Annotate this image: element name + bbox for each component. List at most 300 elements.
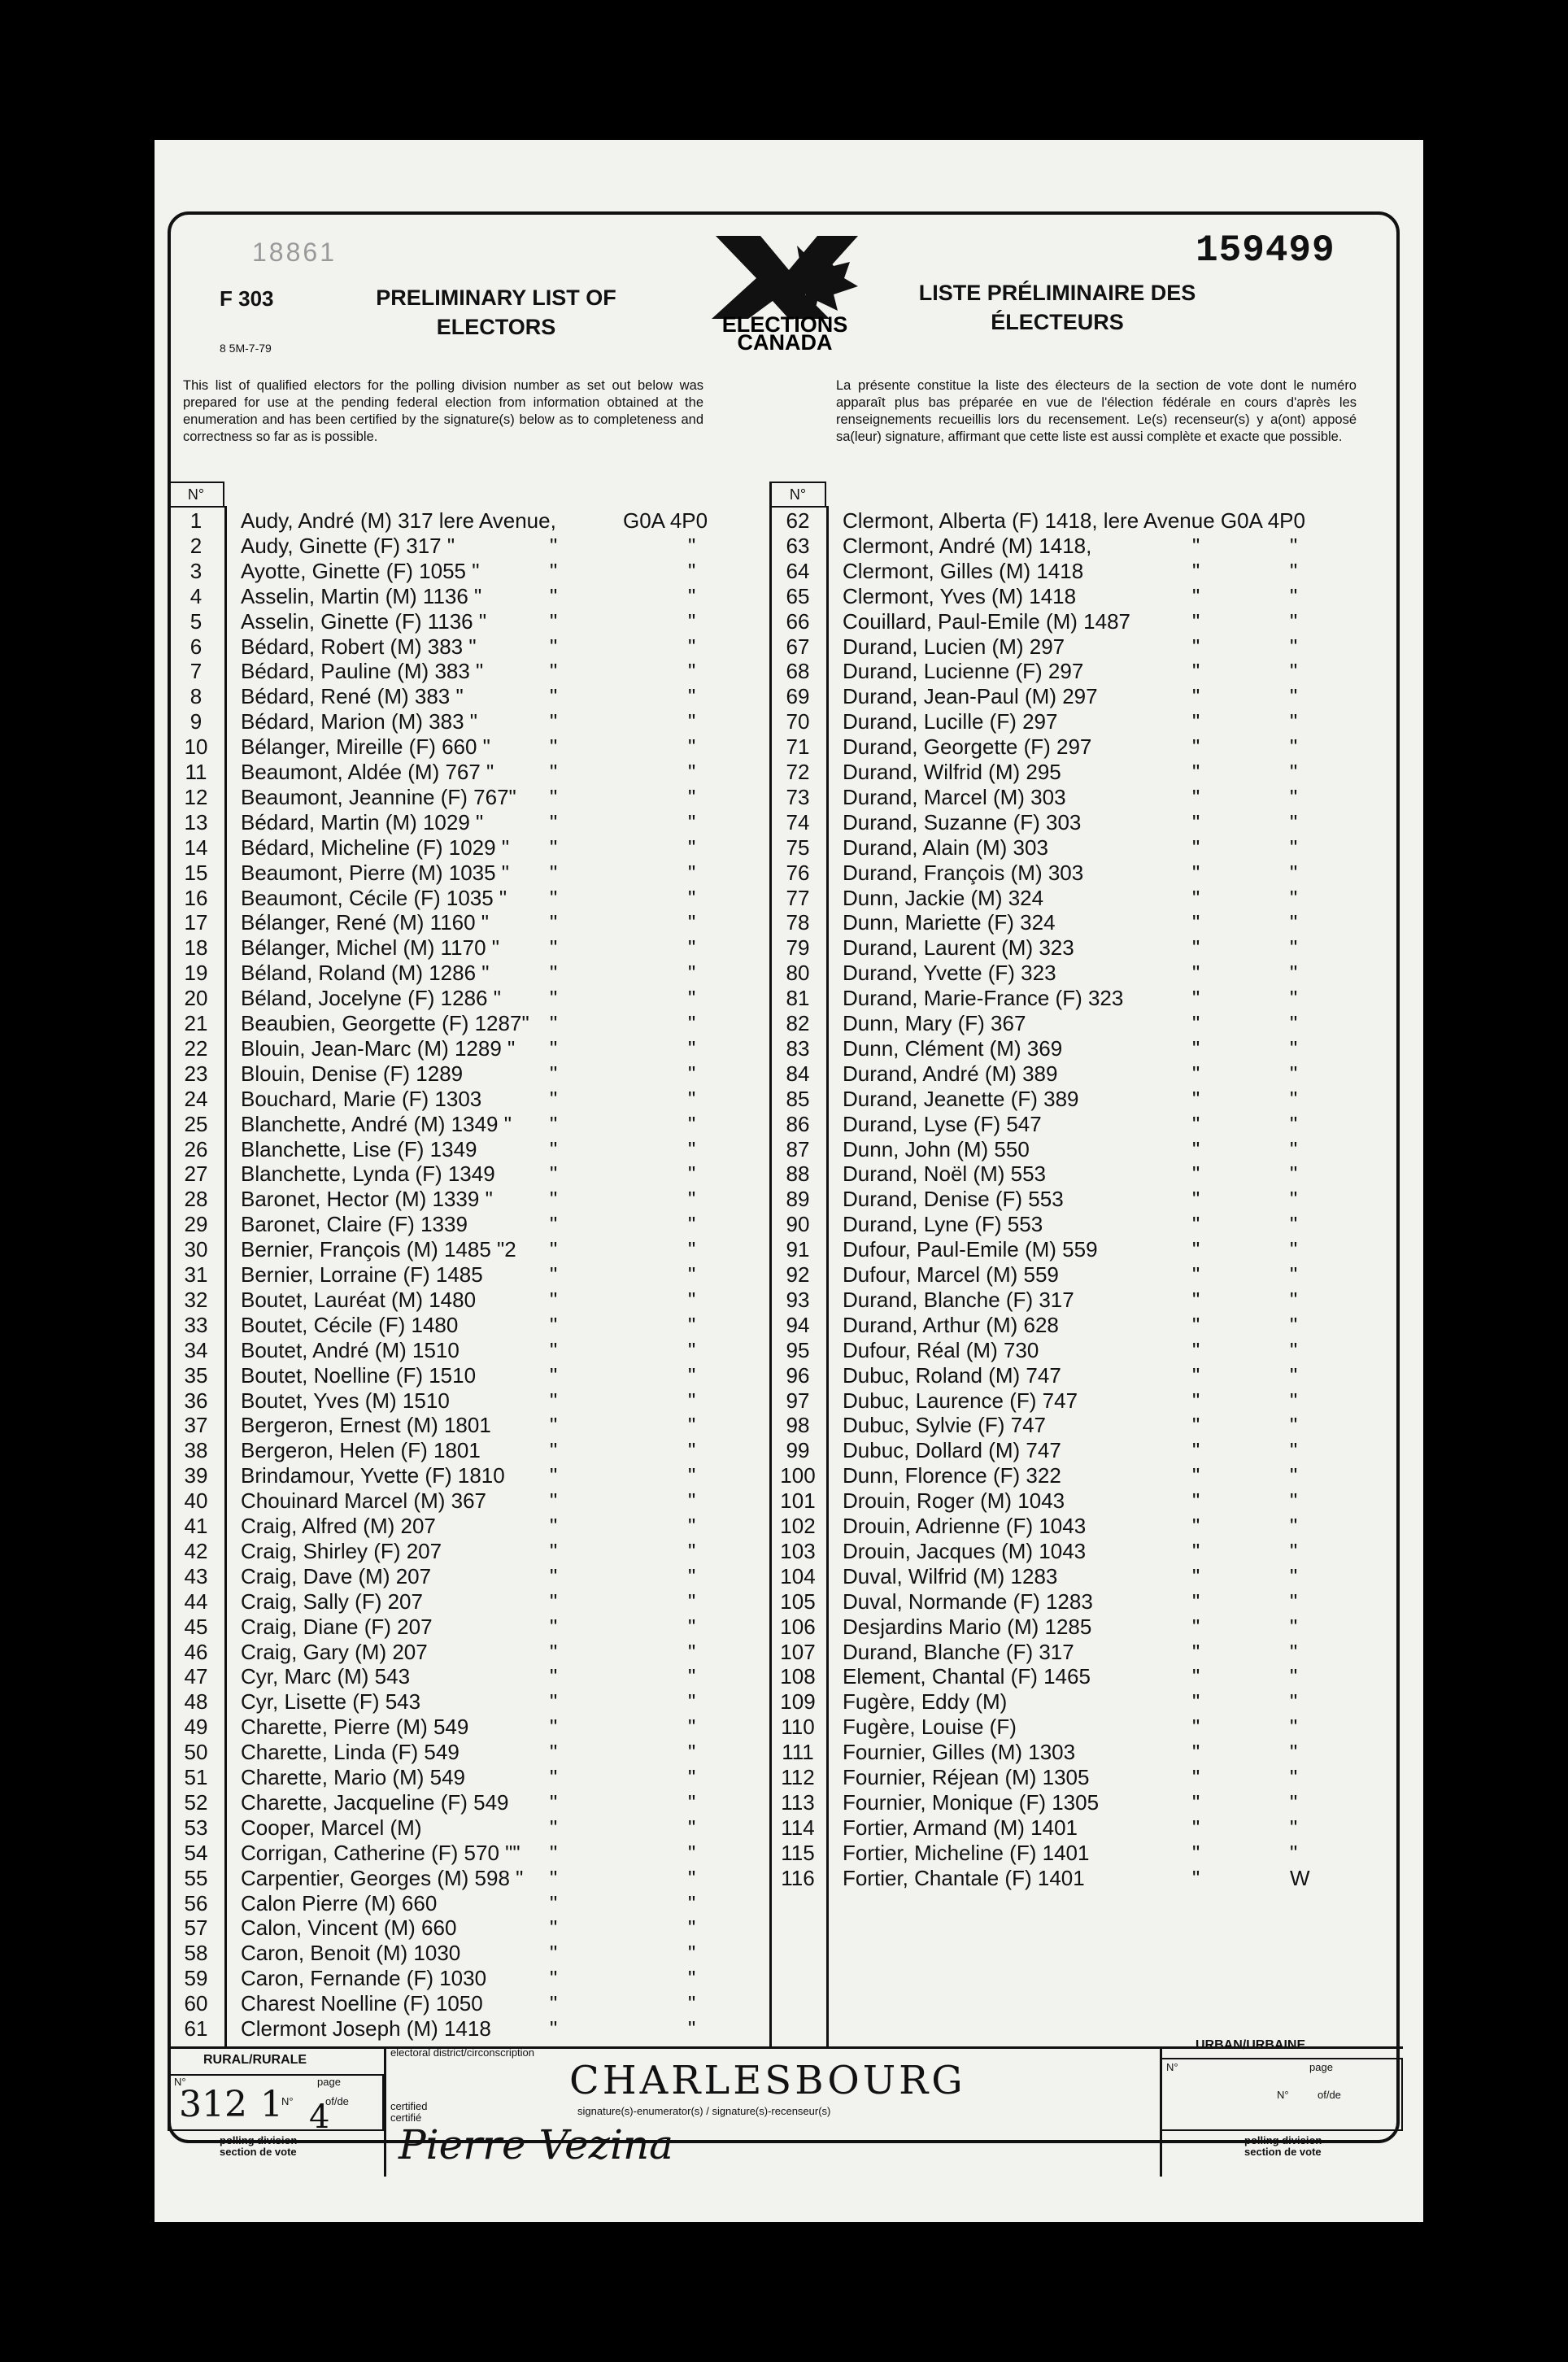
elector-entry: Durand, Wilfrid (M) 295 (843, 760, 1061, 784)
ditto-mark: " (688, 885, 696, 910)
ditto-mark: " (1290, 1588, 1298, 1614)
elector-entry: Fournier, Monique (F) 1305 (843, 1789, 1100, 1815)
ditto-mark: " (688, 1287, 696, 1312)
ditto-mark: " (1290, 1237, 1298, 1262)
elector-entry: Durand, Arthur (M) 628 (843, 1312, 1059, 1337)
elector-entry: Asselin, Ginette (F) 1136 " (241, 608, 487, 634)
elector-entry: Fortier, Armand (M) 1401 (843, 1815, 1078, 1840)
elector-entry: Calon, Vincent (M) 660 (241, 1915, 457, 1941)
ditto-mark: " (688, 935, 696, 961)
elector-entry: Dunn, John (M) 550 (843, 1136, 1030, 1161)
elector-number: 37 (184, 1413, 208, 1438)
ditto-mark: " (1290, 1438, 1298, 1463)
elector-entry: Bédard, Marion (M) 383 " (241, 709, 478, 734)
elector-entry: Boutet, Lauréat (M) 1480 (241, 1287, 477, 1312)
elector-number: 75 (786, 835, 810, 860)
elector-number: 39 (184, 1463, 208, 1488)
ditto-mark: " (550, 961, 558, 986)
ditto-mark: " (550, 1514, 558, 1538)
ditto-mark: " (688, 1639, 696, 1664)
elector-entry: Blouin, Denise (F) 1289 (241, 1061, 464, 1086)
elector-row (769, 1588, 1371, 1616)
elector-number: 59 (184, 1966, 208, 1991)
elector-row (769, 683, 1371, 711)
ditto-mark: " (550, 1966, 558, 1991)
elector-row (769, 1186, 1371, 1214)
elector-entry: Charette, Mario (M) 549 (241, 1765, 465, 1789)
elector-row (168, 1865, 769, 1893)
elector-entry: Clermont Joseph (M) 1418 (241, 2016, 491, 2041)
ditto-mark: " (550, 2016, 558, 2041)
elector-number: 56 (184, 1890, 208, 1915)
elector-row (168, 1287, 769, 1314)
ditto-mark: " (1290, 885, 1298, 910)
elector-number: 11 (185, 760, 207, 784)
ditto-mark: " (1192, 809, 1200, 835)
ditto-mark: " (688, 1111, 696, 1136)
elector-entry: Durand, Lucienne (F) 297 (843, 659, 1084, 684)
ditto-mark: " (688, 1413, 696, 1438)
elector-row (769, 860, 1371, 887)
ditto-mark: " (688, 1488, 696, 1514)
elector-number: 20 (184, 986, 208, 1011)
elector-row (168, 558, 769, 586)
ditto-mark: " (1290, 1689, 1298, 1715)
ditto-mark: " (688, 1086, 696, 1111)
ditto-mark: " (688, 1890, 696, 1915)
elector-row (168, 533, 769, 560)
elector-row (769, 1312, 1371, 1340)
elector-row (168, 935, 769, 962)
ditto-mark: " (688, 1588, 696, 1614)
ditto-mark: " (1290, 1463, 1298, 1488)
elector-number: 99 (786, 1438, 810, 1463)
elector-row (769, 508, 1371, 535)
elector-row (769, 1111, 1371, 1139)
ditto-mark: " (550, 608, 558, 634)
ditto-mark: " (550, 1740, 558, 1765)
elector-entry: Duval, Wilfrid (M) 1283 (843, 1563, 1058, 1588)
urban-of-label: of/de (1318, 2089, 1341, 2101)
ditto-mark: " (688, 1815, 696, 1840)
form-code: 8 5M-7-79 (220, 342, 272, 355)
ditto-mark: " (1192, 1865, 1200, 1890)
ditto-mark: " (1290, 1614, 1298, 1639)
elector-row (168, 508, 769, 535)
ditto-mark: " (1290, 1362, 1298, 1388)
ditto-mark: " (1192, 1588, 1200, 1614)
elector-number: 83 (786, 1035, 810, 1061)
ditto-mark: " (688, 1614, 696, 1639)
elector-number: 89 (786, 1187, 810, 1212)
elector-row (769, 1035, 1371, 1063)
ditto-mark: " (688, 1463, 696, 1488)
ditto-mark: " (550, 1689, 558, 1715)
ditto-mark: " (1192, 885, 1200, 910)
elector-row (769, 634, 1371, 661)
section-de-vote-label: section de vote (220, 2146, 297, 2158)
elector-row (769, 1462, 1371, 1490)
elector-entry: Béland, Roland (M) 1286 " (241, 961, 490, 986)
ditto-mark: " (550, 1061, 558, 1086)
elector-entry: Charette, Pierre (M) 549 (241, 1715, 469, 1740)
elector-entry: Beaumont, Cécile (F) 1035 " (241, 885, 507, 910)
elector-entry: Durand, Suzanne (F) 303 (843, 809, 1082, 835)
elector-entry: Craig, Sally (F) 207 (241, 1588, 423, 1614)
elector-row (769, 558, 1371, 586)
elector-number: 96 (786, 1362, 810, 1388)
ditto-mark: " (1192, 910, 1200, 935)
col-no-right: N° (769, 482, 826, 508)
ditto-mark: " (550, 1337, 558, 1362)
ditto-mark: " (688, 1514, 696, 1538)
elector-row (769, 1262, 1371, 1289)
elector-number: 87 (786, 1136, 810, 1161)
elector-entry: Beaumont, Jeannine (F) 767" (241, 784, 516, 809)
elector-entry: Clermont, Gilles (M) 1418 (843, 558, 1084, 583)
elector-number: 94 (786, 1312, 810, 1337)
ditto-mark: " (688, 860, 696, 885)
ditto-mark: " (1290, 1488, 1298, 1514)
ditto-mark: " (1290, 1011, 1298, 1035)
elector-entry: Fournier, Réjean (M) 1305 (843, 1765, 1090, 1789)
elector-number: 63 (786, 533, 810, 558)
elector-number: 22 (184, 1035, 208, 1061)
ditto-mark: " (550, 533, 558, 558)
elector-row (769, 1689, 1371, 1716)
elector-number: 102 (780, 1514, 816, 1538)
elector-entry: Durand, François (M) 303 (843, 860, 1084, 885)
elector-entry: Durand, André (M) 389 (843, 1061, 1058, 1086)
elector-number: 90 (786, 1212, 810, 1237)
elector-entry: Dunn, Mary (F) 367 (843, 1011, 1026, 1035)
ditto-mark: " (1290, 1136, 1298, 1161)
elector-row (168, 1035, 769, 1063)
elector-entry: Bédard, Robert (M) 383 " (241, 634, 477, 659)
ditto-mark: " (688, 2016, 696, 2041)
elector-number: 38 (184, 1438, 208, 1463)
elector-entry: Durand, Blanche (F) 317 (843, 1639, 1074, 1664)
enumerator-signature: Pierre Vezina (399, 2121, 673, 2168)
ditto-mark: " (550, 1890, 558, 1915)
elector-row (168, 1639, 769, 1667)
elector-row (168, 1663, 769, 1691)
elector-row (769, 1136, 1371, 1164)
elector-entry: Fournier, Gilles (M) 1303 (843, 1740, 1076, 1765)
ditto-mark: " (1192, 760, 1200, 784)
elector-row (168, 1211, 769, 1239)
elector-entry: Bélanger, Mireille (F) 660 " (241, 734, 490, 760)
elector-row (769, 608, 1371, 636)
elector-number: 103 (780, 1538, 816, 1563)
ditto-mark: " (1192, 1187, 1200, 1212)
ditto-mark: " (1290, 583, 1298, 608)
elector-row (168, 1061, 769, 1088)
elector-entry: Boutet, André (M) 1510 (241, 1337, 460, 1362)
ditto-mark: " (688, 1161, 696, 1187)
ditto-mark: " (1192, 608, 1200, 634)
elector-number: 111 (782, 1740, 814, 1765)
ditto-mark: " (688, 1740, 696, 1765)
elector-row (168, 1739, 769, 1767)
ditto-mark: " (1290, 1086, 1298, 1111)
elector-entry: Cyr, Lisette (F) 543 (241, 1689, 421, 1715)
ditto-mark: " (1192, 1011, 1200, 1035)
title-en: PRELIMINARY LIST OF ELECTORS (376, 285, 616, 339)
elector-number: 100 (780, 1463, 816, 1488)
rural-page-label: page (317, 2076, 341, 2088)
ditto-mark: " (1192, 935, 1200, 961)
stamp-number: 18861 (252, 238, 337, 267)
elector-row (769, 1236, 1371, 1264)
elector-number: 14 (184, 835, 208, 860)
ditto-mark: " (550, 709, 558, 734)
ditto-mark: " (688, 1664, 696, 1689)
ditto-mark: " (1192, 1262, 1200, 1287)
elector-row (769, 658, 1371, 686)
ditto-mark: " (550, 1413, 558, 1438)
elector-entry: Drouin, Adrienne (F) 1043 (843, 1514, 1087, 1538)
ditto-mark: " (550, 1815, 558, 1840)
ditto-mark: " (688, 1966, 696, 1991)
elector-entry: Bernier, François (M) 1485 "2 (241, 1237, 516, 1262)
rural-of-label: of/de (325, 2095, 349, 2107)
ditto-mark: " (1290, 835, 1298, 860)
elector-row (769, 1161, 1371, 1188)
ditto-mark: " (688, 1538, 696, 1563)
elector-entry: Boutet, Cécile (F) 1480 (241, 1312, 459, 1337)
ditto-mark: " (1192, 1639, 1200, 1664)
ditto-mark: " (1192, 1815, 1200, 1840)
elector-row (168, 683, 769, 711)
elector-row (769, 784, 1371, 812)
elector-number: 115 (781, 1840, 815, 1865)
elector-row (168, 1588, 769, 1616)
elector-row (769, 1538, 1371, 1566)
ditto-mark: " (688, 809, 696, 835)
elector-row (769, 1739, 1371, 1767)
elector-row (168, 1840, 769, 1867)
elector-entry: Duval, Normande (F) 1283 (843, 1588, 1093, 1614)
elector-entry: Dufour, Réal (M) 730 (843, 1337, 1039, 1362)
ditto-mark: " (1192, 1237, 1200, 1262)
page-number: 1 (260, 2084, 283, 2125)
elector-entry: Fortier, Chantale (F) 1401 (843, 1865, 1085, 1890)
ditto-mark: " (1192, 1563, 1200, 1588)
ditto-mark: " (688, 1715, 696, 1740)
elector-entry: Blanchette, André (M) 1349 " (241, 1111, 512, 1136)
elector-row (769, 1865, 1371, 1893)
ditto-mark: " (550, 910, 558, 935)
ditto-mark: " (1192, 1061, 1200, 1086)
elector-entry: Blanchette, Lise (F) 1349 (241, 1136, 477, 1161)
elector-entry: Audy, André (M) 317 lere Avenue, (241, 508, 556, 533)
ditto-mark: " (550, 809, 558, 835)
ditto-mark: " (550, 558, 558, 583)
elector-entry: Corrigan, Catherine (F) 570 "" (241, 1840, 520, 1865)
elector-row (168, 1086, 769, 1113)
elector-row (168, 1388, 769, 1415)
elector-entry: Charette, Linda (F) 549 (241, 1740, 460, 1765)
ditto-mark: " (1192, 634, 1200, 659)
ditto-mark: " (1290, 1765, 1298, 1789)
elector-entry: Dufour, Marcel (M) 559 (843, 1262, 1059, 1287)
elector-row (769, 708, 1371, 736)
elector-row (769, 533, 1371, 560)
elector-row (168, 1488, 769, 1515)
rural-no-label: N° (174, 2076, 186, 2088)
elector-number: 51 (184, 1765, 208, 1789)
elector-row (168, 1965, 769, 1993)
elector-row (769, 1513, 1371, 1541)
elector-entry: Bernier, Lorraine (F) 1485 (241, 1262, 483, 1287)
ditto-mark: " (550, 1136, 558, 1161)
elector-row (168, 1614, 769, 1641)
elector-number: 35 (184, 1362, 208, 1388)
elector-row (769, 985, 1371, 1013)
ditto-mark: " (1290, 809, 1298, 835)
elector-row (168, 1236, 769, 1264)
urban-no-label: N° (1166, 2061, 1178, 2073)
elector-entry: Craig, Diane (F) 207 (241, 1614, 433, 1639)
ditto-mark: " (688, 608, 696, 634)
ditto-mark: " (550, 1388, 558, 1413)
elector-entry: Bédard, Pauline (M) 383 " (241, 659, 484, 684)
rural-no-small: N° (281, 2095, 294, 2107)
elector-entry: Charette, Jacqueline (F) 549 (241, 1789, 509, 1815)
ditto-mark: " (688, 1991, 696, 2016)
ditto-mark: " (1290, 1161, 1298, 1187)
ditto-mark: " (1290, 1061, 1298, 1086)
elector-number: 57 (184, 1915, 208, 1941)
elector-number: 61 (184, 2016, 208, 2041)
ditto-mark: " (550, 1011, 558, 1035)
ditto-mark: " (1192, 1111, 1200, 1136)
elector-row (168, 1764, 769, 1792)
elector-number: 53 (184, 1815, 208, 1840)
ditto-mark: " (550, 1588, 558, 1614)
elector-number: 112 (781, 1765, 815, 1789)
ditto-mark: " (550, 1312, 558, 1337)
elector-row (168, 1462, 769, 1490)
ditto-mark: " (688, 1312, 696, 1337)
ditto-mark: " (550, 1237, 558, 1262)
elector-number: 104 (780, 1563, 816, 1588)
elector-number: 81 (786, 986, 810, 1011)
elector-entry: Durand, Denise (F) 553 (843, 1187, 1064, 1212)
signature-label: signature(s)-enumerator(s) / signature(s)-recenseur(s) (577, 2105, 831, 2117)
elector-entry: Durand, Georgette (F) 297 (843, 734, 1092, 760)
ditto-mark: " (1192, 558, 1200, 583)
elector-row (168, 1111, 769, 1139)
elections-canada-logo (699, 229, 870, 351)
ditto-mark: " (1192, 1715, 1200, 1740)
elector-number: 34 (184, 1337, 208, 1362)
ditto-mark: " (1192, 1765, 1200, 1789)
elector-row (769, 1840, 1371, 1867)
ditto-mark: " (1192, 709, 1200, 734)
elector-number: 107 (780, 1639, 816, 1664)
elector-number: 36 (184, 1388, 208, 1413)
elector-entry: Durand, Laurent (M) 323 (843, 935, 1074, 961)
elector-row (168, 1513, 769, 1541)
elector-number: 109 (780, 1689, 816, 1715)
elector-number: 101 (780, 1488, 816, 1514)
elector-number: 69 (786, 684, 810, 709)
elector-row (769, 1086, 1371, 1113)
elector-number: 85 (786, 1086, 810, 1111)
elector-number: 77 (786, 885, 810, 910)
ditto-mark: " (550, 1865, 558, 1890)
ditto-mark: " (1192, 1789, 1200, 1815)
ditto-mark: " (688, 583, 696, 608)
ditto-mark: " (1192, 1312, 1200, 1337)
elector-row (769, 1061, 1371, 1088)
ditto-mark: " (1290, 1111, 1298, 1136)
elector-number: 106 (780, 1614, 816, 1639)
ditto-mark: " (688, 1789, 696, 1815)
polling-number: 312 (179, 2084, 247, 2125)
ditto-mark: " (1290, 910, 1298, 935)
elector-entry: Dunn, Jackie (M) 324 (843, 885, 1044, 910)
elector-number: 8 (189, 684, 203, 709)
intro-fr: La présente constitue la liste des électeurs de la section de vote dont le numéro apparaît plus bas préparée en vue de l'élection fédérale en cours d'après les renseignements recueillis lors du recensement. Le(s) recenseur(s) y a(ont) apposé sa(leur) signature, affirmant que cette liste est aussi complète et exacte que possible. (836, 378, 1357, 444)
ditto-mark: " (1290, 634, 1298, 659)
ditto-mark: " (688, 986, 696, 1011)
elector-entry: Béland, Jocelyne (F) 1286 " (241, 986, 501, 1011)
intro-en: This list of qualified electors for the polling division number as set out below was prepared for use at the pending federal election from information obtained at the enumeration and has been certified by the signature(s) below as to completeness and correctness so far as is possible. (183, 378, 703, 444)
elector-row (769, 960, 1371, 987)
elector-number: 30 (184, 1237, 208, 1262)
ditto-mark: " (688, 1438, 696, 1463)
col-no-left: N° (168, 482, 224, 508)
ditto-mark: " (550, 1789, 558, 1815)
elector-entry: Bergeron, Helen (F) 1801 (241, 1438, 481, 1463)
ditto-mark: " (1192, 583, 1200, 608)
elector-entry: Drouin, Roger (M) 1043 (843, 1488, 1065, 1514)
elector-entry: Brindamour, Yvette (F) 1810 (241, 1463, 505, 1488)
elector-entry: Couillard, Paul-Emile (M) 1487 (843, 608, 1131, 634)
ditto-mark: " (688, 734, 696, 760)
ditto-mark: " (550, 1538, 558, 1563)
ditto-mark: " (688, 910, 696, 935)
ditto-mark: " (1192, 1413, 1200, 1438)
ditto-mark: " (1290, 558, 1298, 583)
elector-entry: Durand, Lyse (F) 547 (843, 1111, 1042, 1136)
ditto-mark: " (688, 1011, 696, 1035)
elector-number: 67 (786, 634, 810, 659)
ditto-mark: " (688, 784, 696, 809)
certifie-label: certifié (390, 2111, 422, 2124)
ditto-mark: " (688, 659, 696, 684)
ditto-mark: " (1290, 784, 1298, 809)
elector-number: 32 (184, 1287, 208, 1312)
ditto-mark: " (688, 1237, 696, 1262)
elector-entry: Dubuc, Roland (M) 747 (843, 1362, 1061, 1388)
elector-row (168, 1789, 769, 1817)
elector-entry: Dubuc, Sylvie (F) 747 (843, 1413, 1046, 1438)
elector-row (168, 784, 769, 812)
elector-row (769, 1614, 1371, 1641)
elector-row (769, 1412, 1371, 1440)
ditto-mark: " (1192, 1388, 1200, 1413)
ditto-mark: " (688, 1136, 696, 1161)
ditto-mark: " (550, 1563, 558, 1588)
ditto-mark: " (1192, 1287, 1200, 1312)
elector-row (168, 1136, 769, 1164)
ditto-mark: " (1192, 659, 1200, 684)
elector-number: 4 (189, 583, 203, 608)
